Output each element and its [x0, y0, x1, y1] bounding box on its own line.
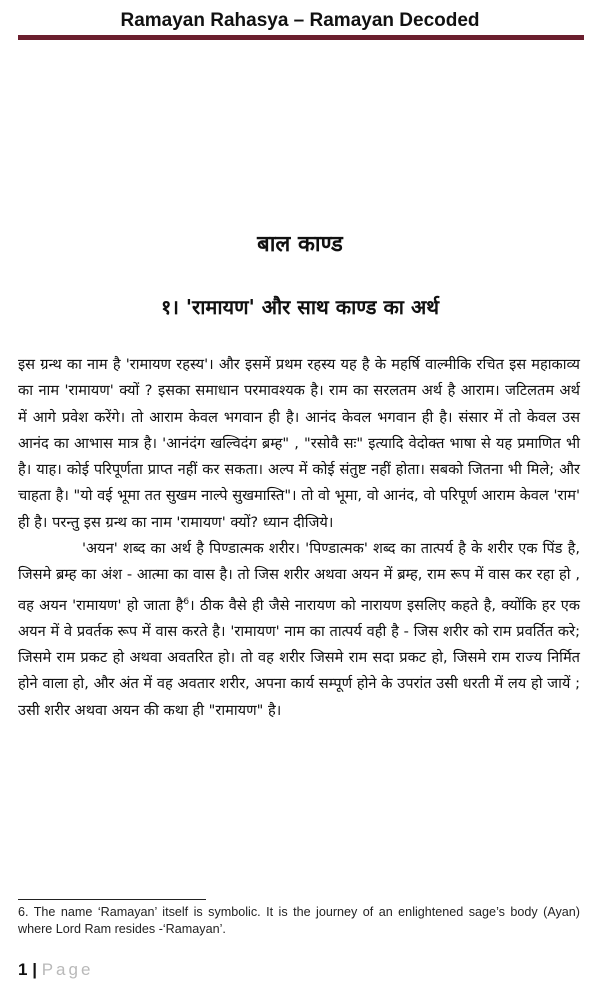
footnote-marker: 6 — [183, 596, 190, 607]
paragraph-2-part-b: । ठीक वैसे ही जैसे नारायण को नारायण इसलिए कहते है, क्योंकि हर एक अयन में वे प्रवर्तक रूप में वास करते है। 'रामायण' नाम का तात्पर्य वही है - जिस शरीर को राम प्रवर्तित करे; जिसमे राम प्रकट हो अथवा अवतरित हो। तो वह शरीर जिसमे राम सदा प्रकट हो, जिसमे राम राज्य निर्मित होने वाला हो, और अंत में वह अवतार शरीर, अपना कार्य सम्पूर्ण होने के उपरांत उसी धरती में लय हो जायें ; उसी शरीर अथवा अयन की कथा ही "रामायण" है। — [18, 596, 580, 719]
paragraph-2 — [18, 536, 580, 724]
paragraph-2-part-a: 'अयन' शब्द का अर्थ है पिण्डात्मक शरीर। 'पिण्डात्मक' शब्द का तात्पर्य है के शरीर एक पिंड है, जिसमे ब्रम्ह का अंश - आत्मा का वास है। तो जिस शरीर अथवा अयन में ब्रम्ह, राम रूप में वास कर रहा हो , वह अयन 'रामायण' हो जाता है — [18, 540, 580, 614]
page-label: Page — [41, 960, 94, 979]
section-title: १। 'रामायण' और साथ काण्ड का अर्थ — [160, 295, 440, 319]
body-text — [18, 352, 580, 724]
footnote-rule — [18, 899, 206, 900]
footnote: 6. The name ‘Ramayan’ itself is symbolic. It is the journey of an enlightened sage’s body (Ayan) where Lord Ram resides -‘Ramayan’. — [18, 905, 580, 936]
page-number: 1 — [18, 960, 28, 979]
header-rule — [18, 35, 584, 40]
page-separator: | — [32, 960, 37, 979]
chapter-title: बाल काण्ड — [257, 232, 343, 257]
running-header: Ramayan Rahasya – Ramayan Decoded — [120, 10, 480, 31]
page-footer — [18, 960, 93, 980]
paragraph-1: इस ग्रन्थ का नाम है 'रामायण रहस्य'। और इसमें प्रथम रहस्य यह है के महर्षि वाल्मीकि रचित इस महाकाव्य का नाम 'रामायण' क्यों ? इसका समाधान परमावश्यक है। राम का सरलतम अर्थ है आराम। जटिलतम अर्थ में आगे प्रवेश करेंगे। तो आराम केवल भगवान ही है। आनंद केवल भगवान ही है। संसार में तो केवल उस आनंद का आभास मात्र है। 'आनंदंग खल्विदंग ब्रम्ह" , "रसोवै सः" इत्यादि वेदोक्त भाषा से यह प्रमाणित भी है। याह। कोई परिपूर्णता प्राप्त नहीं कर सकता। अल्प में कोई संतुष्ट नहीं होता। सबको जितना भी मिले; और चाहता है। "यो वई भूमा तत सुखम नाल्पे सुखमास्ति"। तो वो भूमा, वो आनंद, वो परिपूर्ण आराम केवल 'राम' ही है। परन्तु इस ग्रन्थ का नाम 'रामायण' क्यों? ध्यान दीजिये। — [18, 356, 580, 531]
